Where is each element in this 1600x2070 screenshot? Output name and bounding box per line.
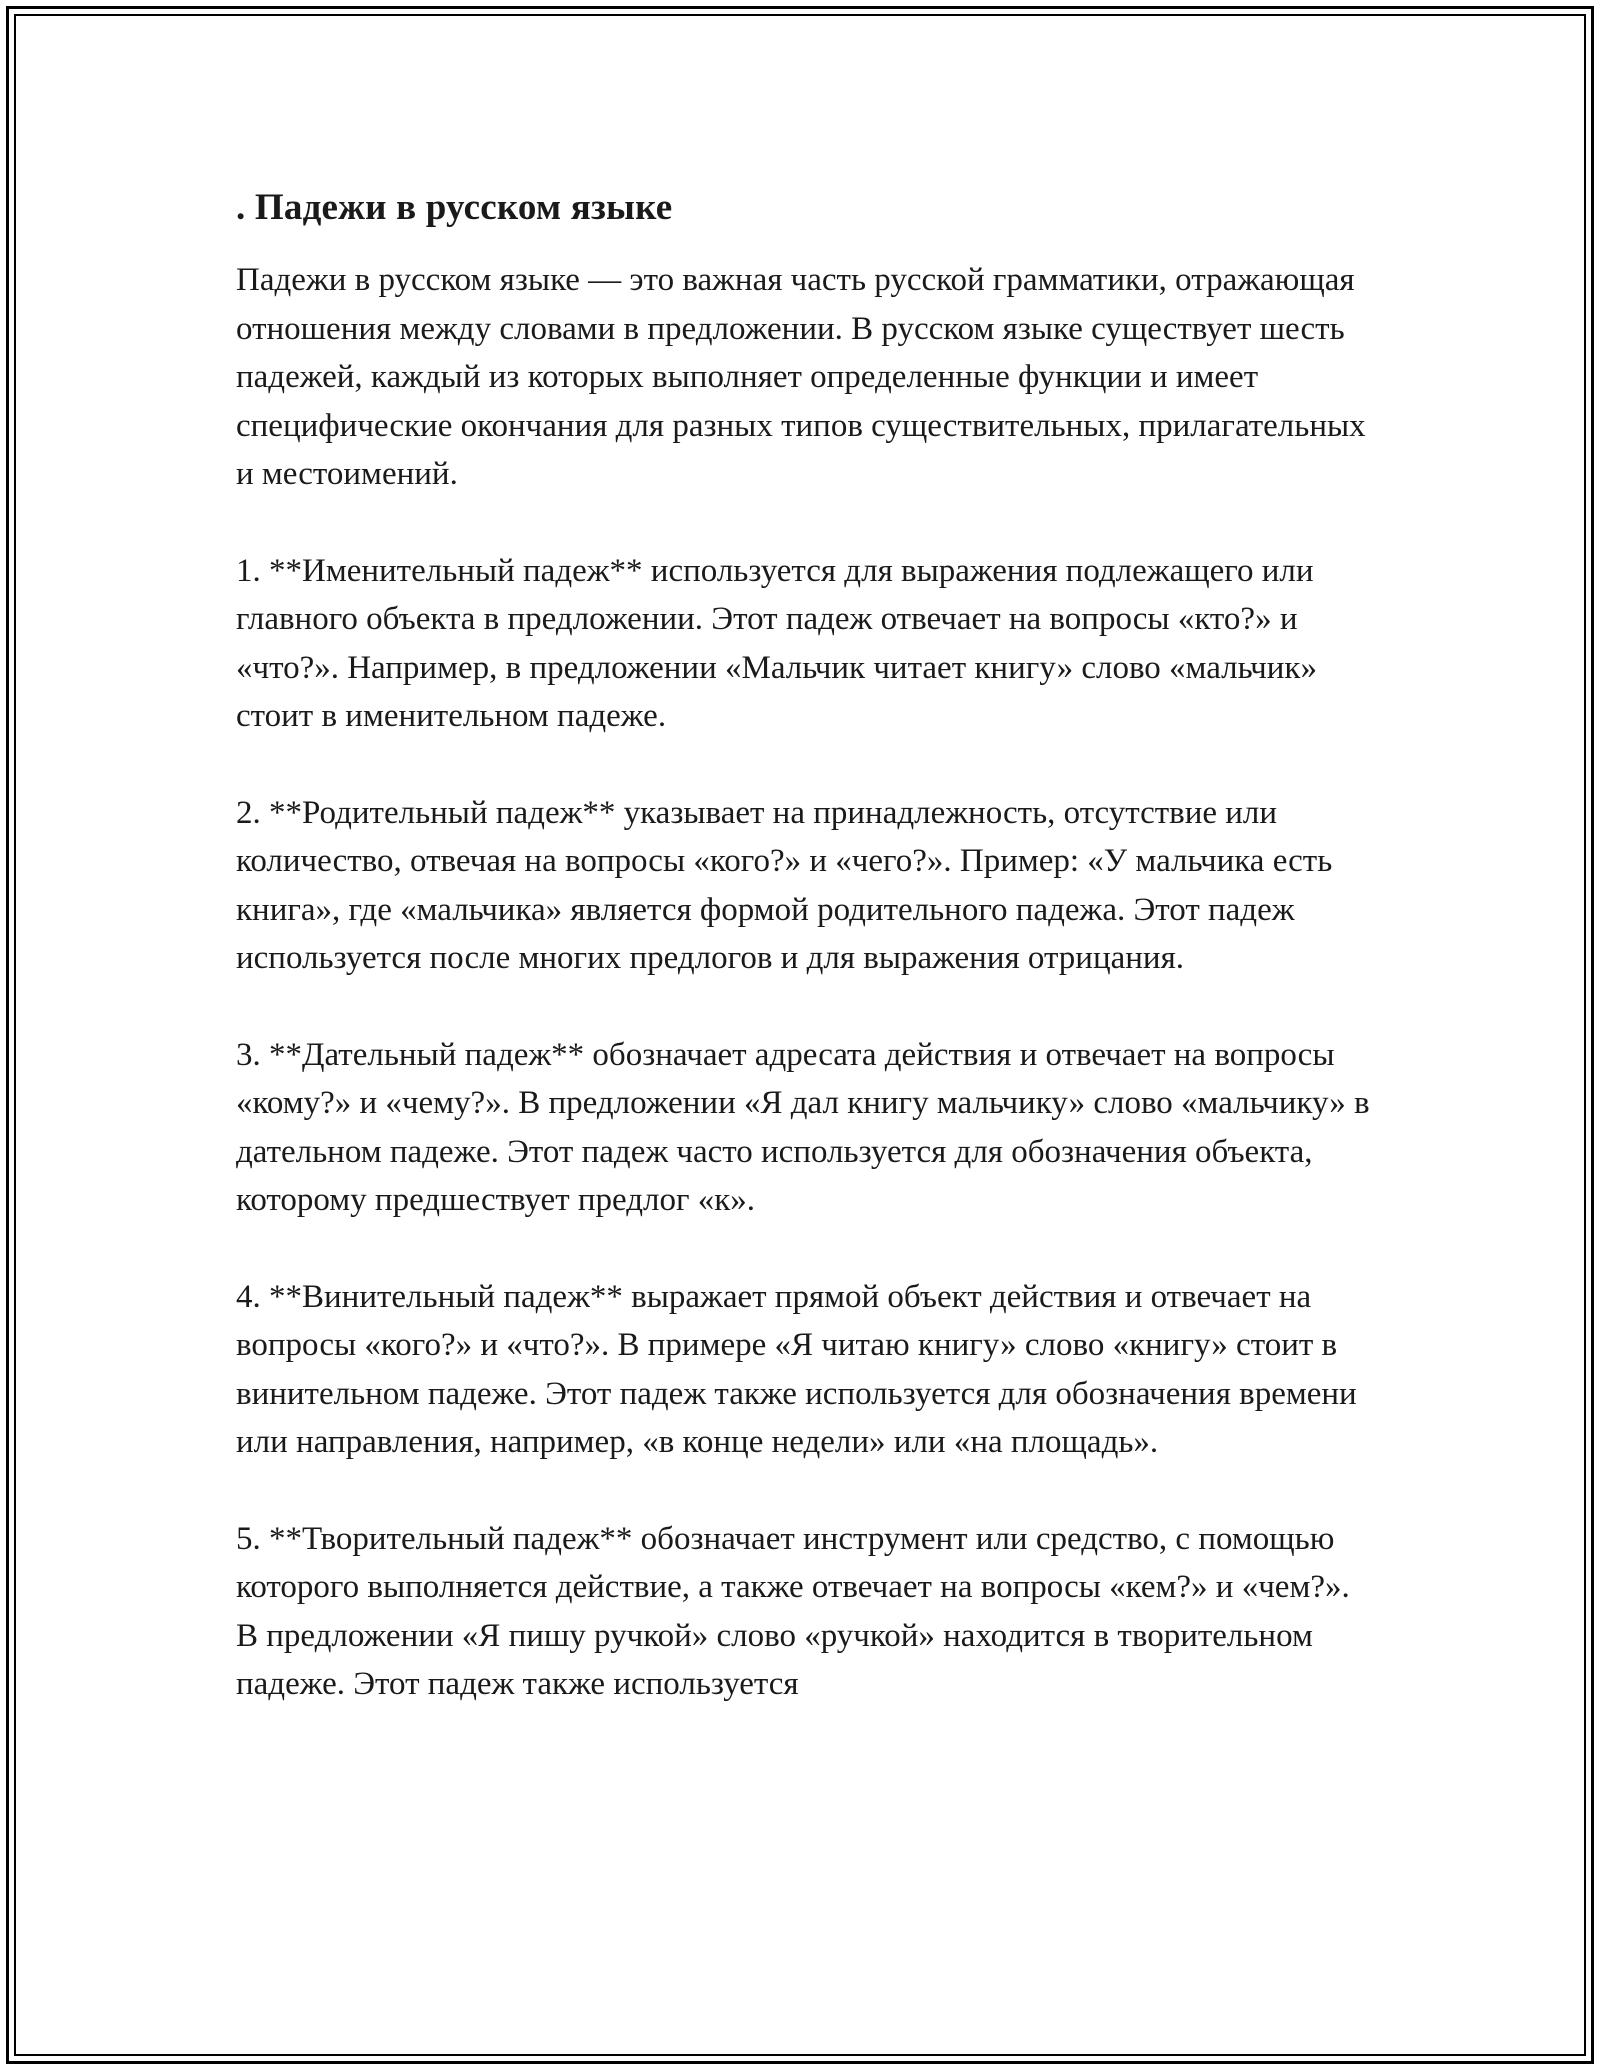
intro-paragraph: Падежи в русском языке — это важная часть русской грамматики, отражающая отношения между словами в предложении. В русском языке существует шесть падежей, каждый из которых выполняет определенные функции и имеет специфические окончания для разных типов существительных, прилагательных и местоимений.: [236, 262, 1366, 492]
document-body: [236, 184, 1376, 1709]
paragraph-genitive-case: 2. **Родительный падеж** указывает на принадлежность, отсутствие или количество, отвечая на вопросы «кого?» и «чего?». Пример: «У мальчика есть книга», где «мальчика» является формой родительного падежа. Этот падеж используется после многих предлогов и для выражения отрицания.: [236, 794, 1333, 976]
paragraph-dative-case: 3. **Дательный падеж** обозначает адресата действия и отвечает на вопросы «кому?» и «чему?». В предложении «Я дал книгу мальчику» слово «мальчику» в дательном падеже. Этот падеж часто используется для обозначения объекта, которому предшествует предлог «к».: [236, 1036, 1370, 1218]
paragraph-nominative-case: 1. **Именительный падеж** используется для выражения подлежащего или главного объекта в предложении. Этот падеж отвечает на вопросы «кто?» и «что?». Например, в предложении «Мальчик читает книгу» слово «мальчик» стоит в именительном падеже.: [236, 552, 1317, 734]
document-title: . Падежи в русском языке: [236, 187, 673, 228]
paragraph-accusative-case: 4. **Винительный падеж** выражает прямой объект действия и отвечает на вопросы «кого?» и «что?». В примере «Я читаю книгу» слово «книгу» стоит в винительном падеже. Этот падеж также используется для обозначения времени или направления, например, «в конце недели» или «на площадь».: [236, 1278, 1357, 1460]
paragraph-instrumental-case: 5. **Творительный падеж** обозначает инструмент или средство, с помощью которого выполняется действие, а также отвечает на вопросы «кем?» и «чем?». В предложении «Я пишу ручкой» слово «ручкой» находится в творительном падеже. Этот падеж также используется: [236, 1520, 1350, 1702]
